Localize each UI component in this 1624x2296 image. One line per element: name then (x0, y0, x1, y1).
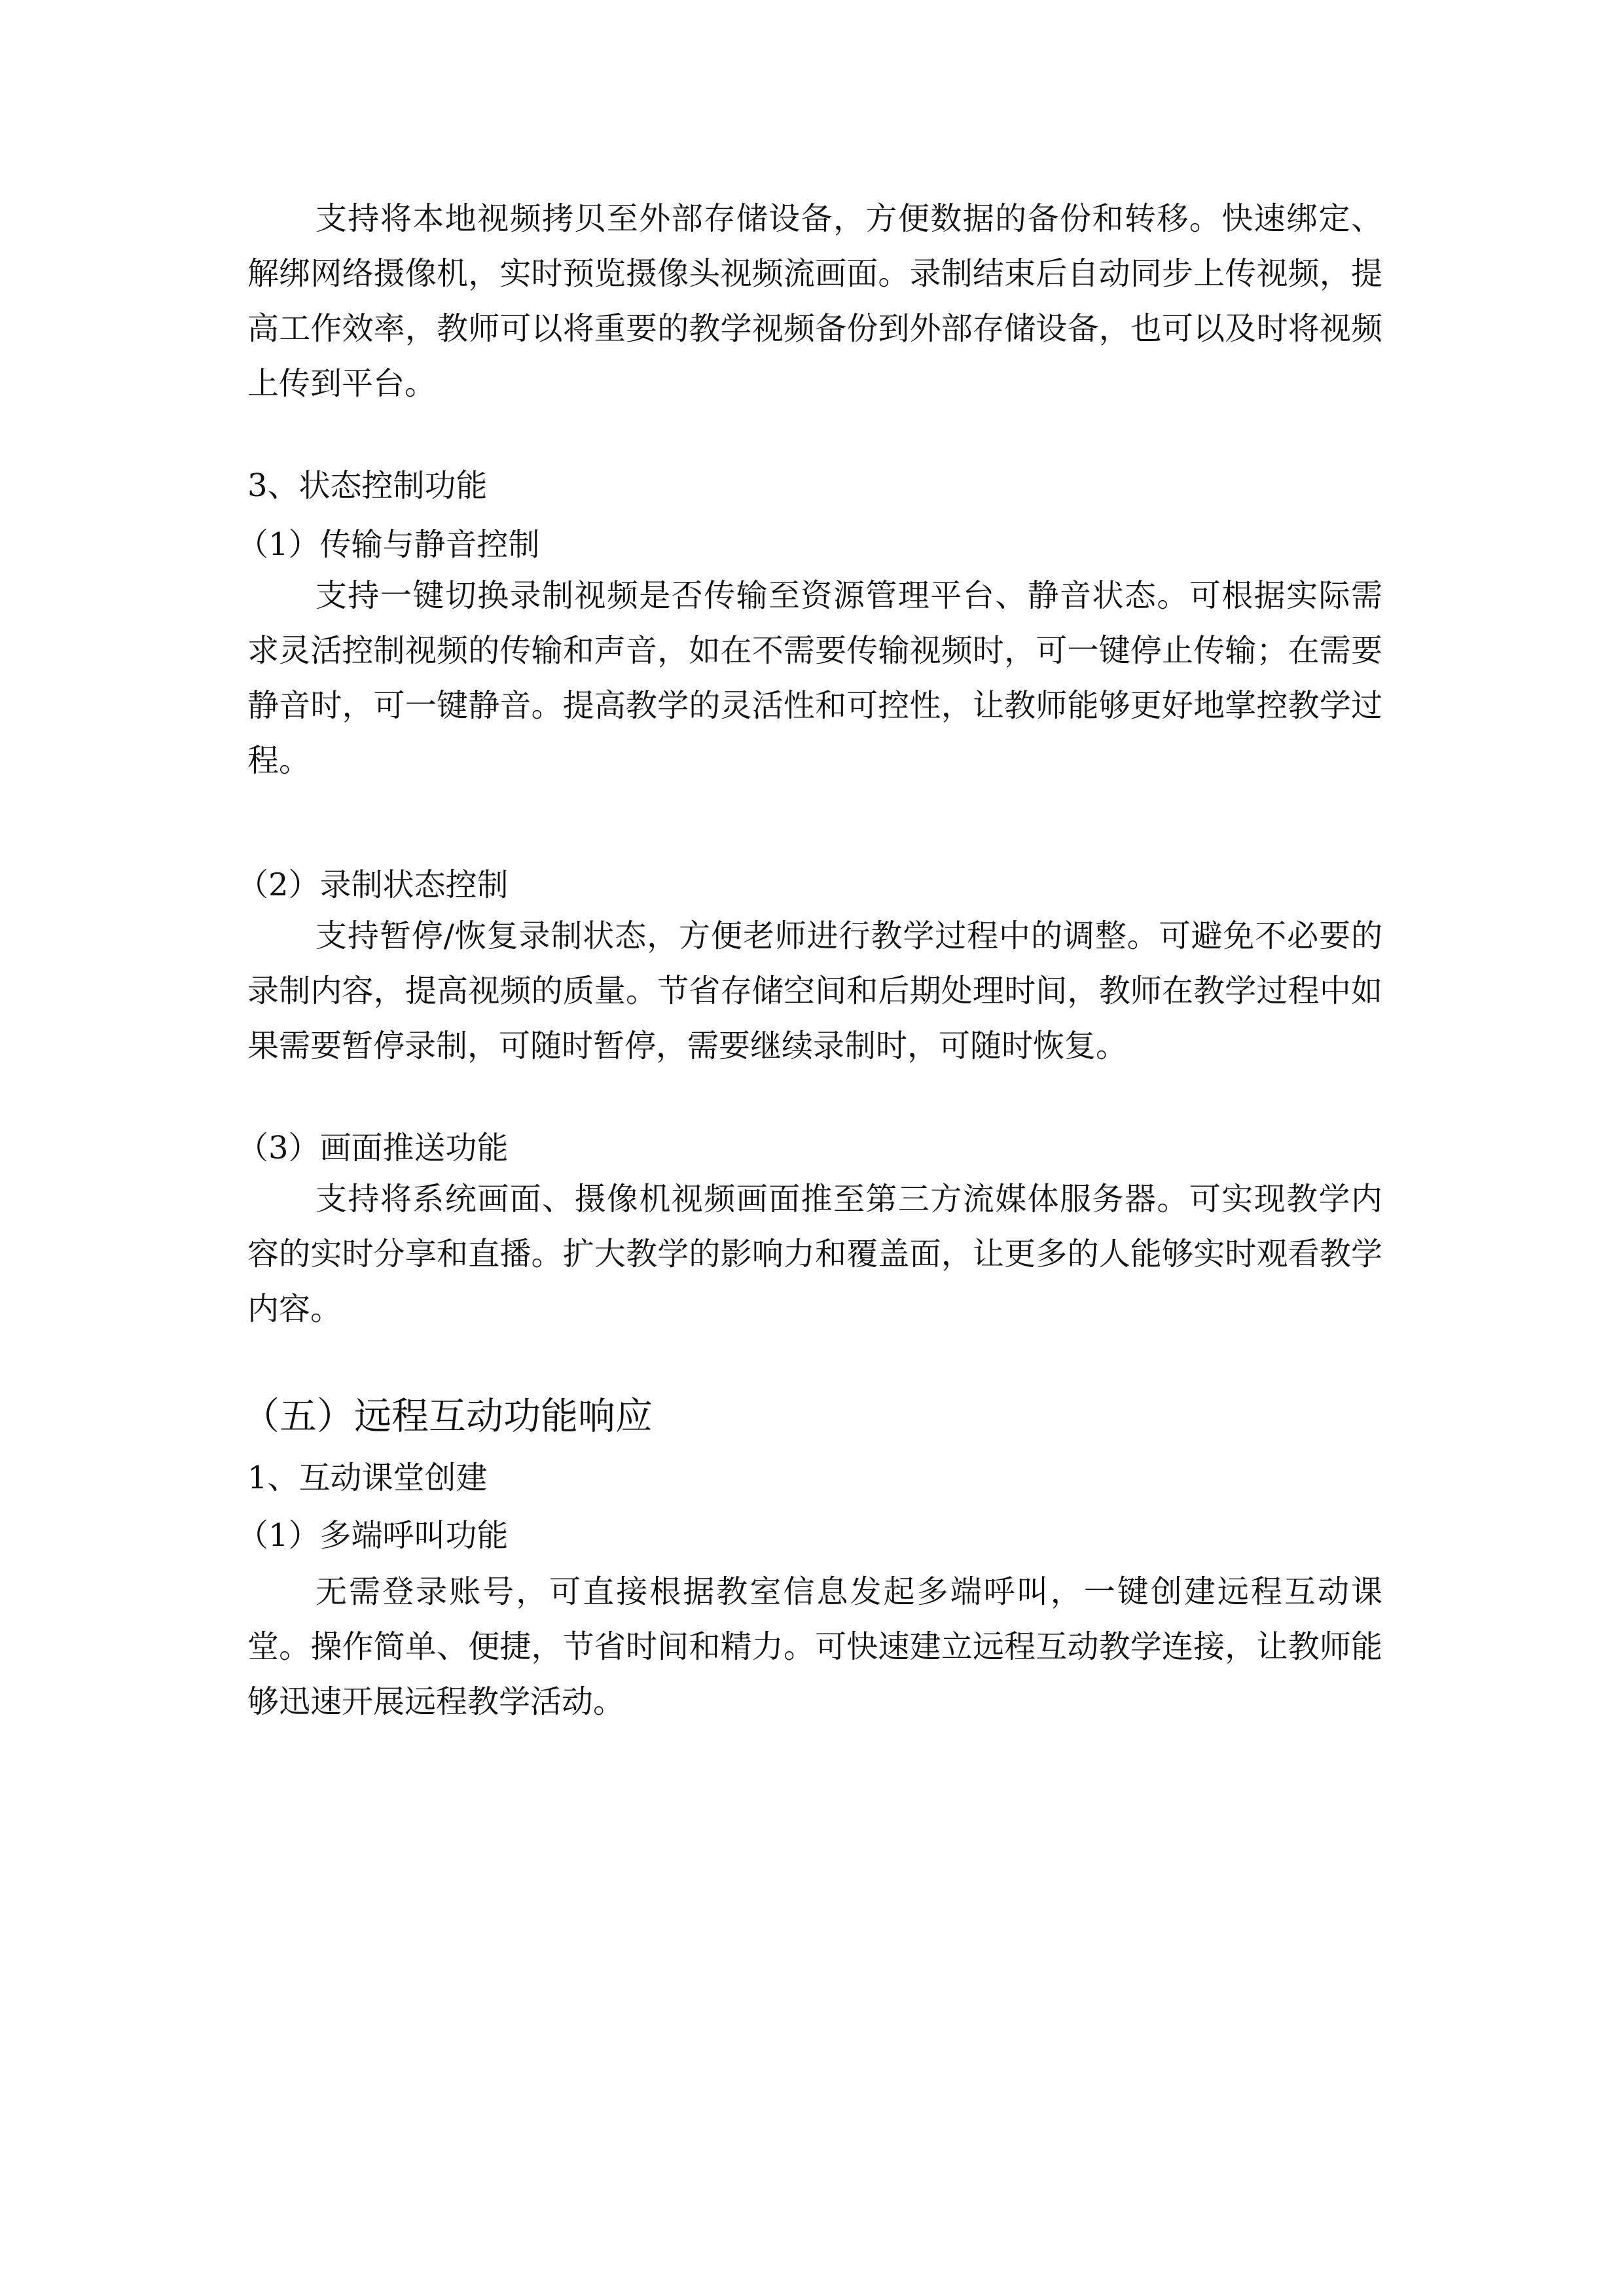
paragraph-text: 支持将系统画面、摄像机视频画面推至第三方流媒体服务器。可实现教学内容的实时分享和直播。扩大教学的影响力和覆盖面，让更多的人能够实时观看教学内容。 (247, 1181, 1382, 1327)
paragraph-text: 支持暂停/恢复录制状态，方便老师进行教学过程中的调整。可避免不必要的录制内容，提高视频的质量。节省存储空间和后期处理时间，教师在教学过程中如果需要暂停录制，可随时暂停，需要继续录制时，可随时恢复。 (247, 918, 1382, 1064)
heading-record-state-control: （2）录制状态控制 (237, 867, 509, 903)
heading-multi-call: （1）多端呼叫功能 (237, 1517, 509, 1554)
paragraph-text: 支持一键切换录制视频是否传输至资源管理平台、静音状态。可根据实际需求灵活控制视频的传输和声音，如在不需要传输视频时，可一键停止传输；在需要静音时，可一键静音。提高教学的灵活性和可控性，让教师能够更好地掌控教学过程。 (247, 577, 1382, 779)
section-heading-remote-interaction: （五）远程互动功能响应 (242, 1395, 653, 1438)
body-paragraph-video-backup (247, 191, 1382, 411)
body-paragraph-record-state (247, 908, 1382, 1073)
body-paragraph-multi-call (247, 1564, 1382, 1729)
body-paragraph-stream-push (247, 1172, 1382, 1336)
body-paragraph-transmit-mute (247, 568, 1382, 788)
heading-stream-push: （3）画面推送功能 (237, 1130, 509, 1166)
paragraph-text: 支持将本地视频拷贝至外部存储设备，方便数据的备份和转移。快速绑定、解绑网络摄像机，实时预览摄像头视频流画面。录制结束后自动同步上传视频，提高工作效率，教师可以将重要的教学视频备份到外部存储设备，也可以及时将视频上传到平台。 (247, 200, 1382, 402)
heading-state-control: 3、状态控制功能 (247, 467, 488, 504)
heading-transmit-mute-control: （1）传输与静音控制 (237, 526, 540, 563)
heading-interactive-classroom-create: 1、互动课堂创建 (247, 1460, 488, 1496)
paragraph-text: 无需登录账号，可直接根据教室信息发起多端呼叫，一键创建远程互动课堂。操作简单、便捷，节省时间和精力。可快速建立远程互动教学连接，让教师能够迅速开展远程教学活动。 (247, 1573, 1382, 1720)
